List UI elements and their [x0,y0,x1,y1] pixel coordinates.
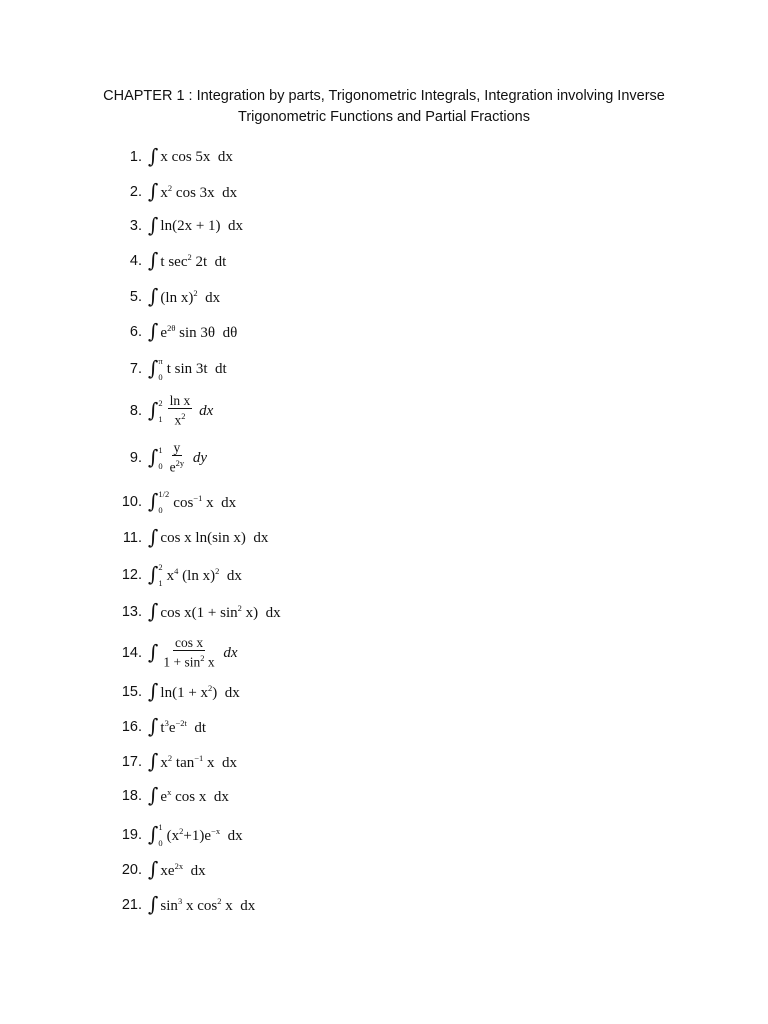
integrand: $xe^{2x}$ dx [160,860,206,879]
fraction [168,441,187,475]
fraction [168,394,193,428]
integral-expression [148,144,233,168]
problem-number: 14. [121,645,142,661]
problem-item [110,282,510,312]
integrand: $x^2$ cos 3x dx [160,182,238,201]
integral-sign: ∫ [148,144,159,168]
problem-number: 19. [121,827,142,843]
numerator: ln x [169,393,191,409]
integral-expression [148,857,206,881]
integrand: $\cos x(1 + \sin^2 x)$ dx [160,602,281,621]
differential: dx [195,402,214,419]
integral-sign: ∫ [148,562,159,586]
integral-sign: ∫ [148,525,159,549]
integral-sign: ∫ [148,213,159,237]
integral-sign: ∫ [148,857,159,881]
problem-number: 7. [129,361,142,377]
lower-limit: 1 [158,413,163,424]
integral-expression [148,179,238,203]
integrand: $x^4$ (ln x)$^2$ dx [166,565,242,584]
integral-limits [158,399,162,423]
integral-expression [148,319,238,343]
problem-item [110,440,510,475]
heading-line-2: Trigonometric Functions and Partial Fractions [238,109,530,125]
problem-item [110,597,510,627]
integral-expression [148,284,221,308]
upper-limit: π [158,356,163,366]
upper-limit: 2 [158,562,163,572]
problem-item [110,712,510,742]
denominator: $x^2$ [174,411,186,428]
problem-item [110,354,510,384]
integral-sign: ∫ [148,319,159,343]
integral-expression [148,248,227,272]
integral-sign: ∫ [148,356,159,380]
integral-expression [148,525,269,549]
integral-expression [148,714,207,738]
integral-sign: ∫ [148,749,159,773]
problem-item [110,177,510,207]
problem-number: 18. [121,788,142,804]
integral-sign: ∫ [148,783,159,807]
lower-limit: 0 [158,504,163,515]
integrand: $e^x$ cos x dx [160,786,229,805]
integral-sign: ∫ [148,892,159,916]
problem-number: 9. [129,450,142,466]
problem-item [110,890,510,920]
integral-expression [148,213,244,237]
integral-sign: ∫ [148,679,159,703]
integral-sign: ∫ [148,714,159,738]
integrand: t $\sec^2 2t$ dt [160,251,227,270]
problem-number: 20. [121,862,142,878]
upper-limit: 1 [158,445,163,455]
integral-expression [148,823,243,847]
problem-item [110,317,510,347]
problem-number: 17. [121,754,142,770]
integral-expression [148,394,213,428]
lower-limit: 0 [158,837,163,848]
integrand: $\cos^{-1} x$ dx [173,492,237,511]
problem-number: 11. [122,530,142,546]
integral-expression [148,892,256,916]
integral-expression [148,679,240,703]
integral-limits [158,490,169,514]
fraction [161,636,216,670]
integral-sign: ∫ [148,640,159,664]
problem-number: 15. [121,684,142,700]
integral-expression [148,357,227,381]
lower-limit: 0 [158,371,163,382]
integral-expression [148,490,236,514]
problem-number: 13. [121,604,142,620]
denominator: $e^{2y}$ [169,458,185,475]
integral-sign: ∫ [148,822,159,846]
integral-sign: ∫ [148,284,159,308]
integral-sign: ∫ [148,398,159,422]
problem-item [110,142,510,172]
numerator: y [173,440,181,456]
integral-sign: ∫ [148,599,159,623]
denominator: $1 + \sin^2 x$ [163,653,215,670]
problem-item [110,855,510,885]
problem-item [110,523,510,553]
integral-expression [148,599,281,623]
problem-item [110,246,510,276]
differential: dy [189,449,208,466]
problem-item [110,820,510,850]
problem-number: 2. [129,184,142,200]
integral-expression [148,563,242,587]
integral-expression [148,441,207,475]
integrand: $e^{2\theta}$ sin 3θ dθ [160,322,238,341]
problem-item [110,747,510,777]
integrand: cos x ln(sin x) dx [160,529,269,546]
integral-limits [158,357,162,381]
integrand: (ln x)$^2$ dx [160,287,221,306]
numerator: cos x [174,635,204,651]
problem-number: 6. [129,324,142,340]
integral-expression [148,636,238,670]
problem-number: 10. [121,494,142,510]
upper-limit: 2 [158,398,163,408]
heading-line-1: CHAPTER 1 : Integration by parts, Trigonometric Integrals, Integration involving Inverse [103,88,665,104]
problem-item [110,560,510,590]
problem-item [110,487,510,517]
problem-item [110,781,510,811]
problem-item [110,677,510,707]
upper-limit: 1 [158,822,163,832]
integrand: x cos 5x dx [160,148,233,165]
problem-item [110,635,510,670]
integral-expression [148,749,238,773]
problem-number: 16. [121,719,142,735]
integrand: t sin 3t dt [166,360,227,377]
lower-limit: 0 [158,460,163,471]
integral-limits [158,823,162,847]
integral-expression [148,783,229,807]
problem-number: 3. [129,218,142,234]
problem-item [110,393,510,428]
integrand: $(x^2+1)e^{-x}$ dx [166,825,243,844]
chapter-heading [0,86,768,128]
integrand: $x^2$ $\tan^{-1} x$ dx [160,752,238,771]
integral-limits [158,446,162,470]
upper-limit: 1/2 [158,489,170,499]
problem-number: 5. [129,289,142,305]
problem-number: 4. [129,253,142,269]
integral-limits [158,563,162,587]
problem-number: 21. [121,897,142,913]
integral-sign: ∫ [148,248,159,272]
problem-number: 1. [129,149,142,165]
integral-sign: ∫ [148,445,159,469]
problem-number: 12. [121,567,142,583]
integrand: $\ln(1 + x^2)$ dx [160,682,240,701]
differential: dx [219,644,238,661]
integrand: $\sin^3 x$ $\cos^2 x$ dx [160,895,256,914]
integrand: $t^3e^{-2t}$ dt [160,717,207,736]
integral-sign: ∫ [148,489,159,513]
lower-limit: 1 [158,577,163,588]
integrand: ln(2x + 1) dx [160,217,244,234]
problem-number: 8. [129,403,142,419]
integral-sign: ∫ [148,179,159,203]
problem-item [110,211,510,241]
